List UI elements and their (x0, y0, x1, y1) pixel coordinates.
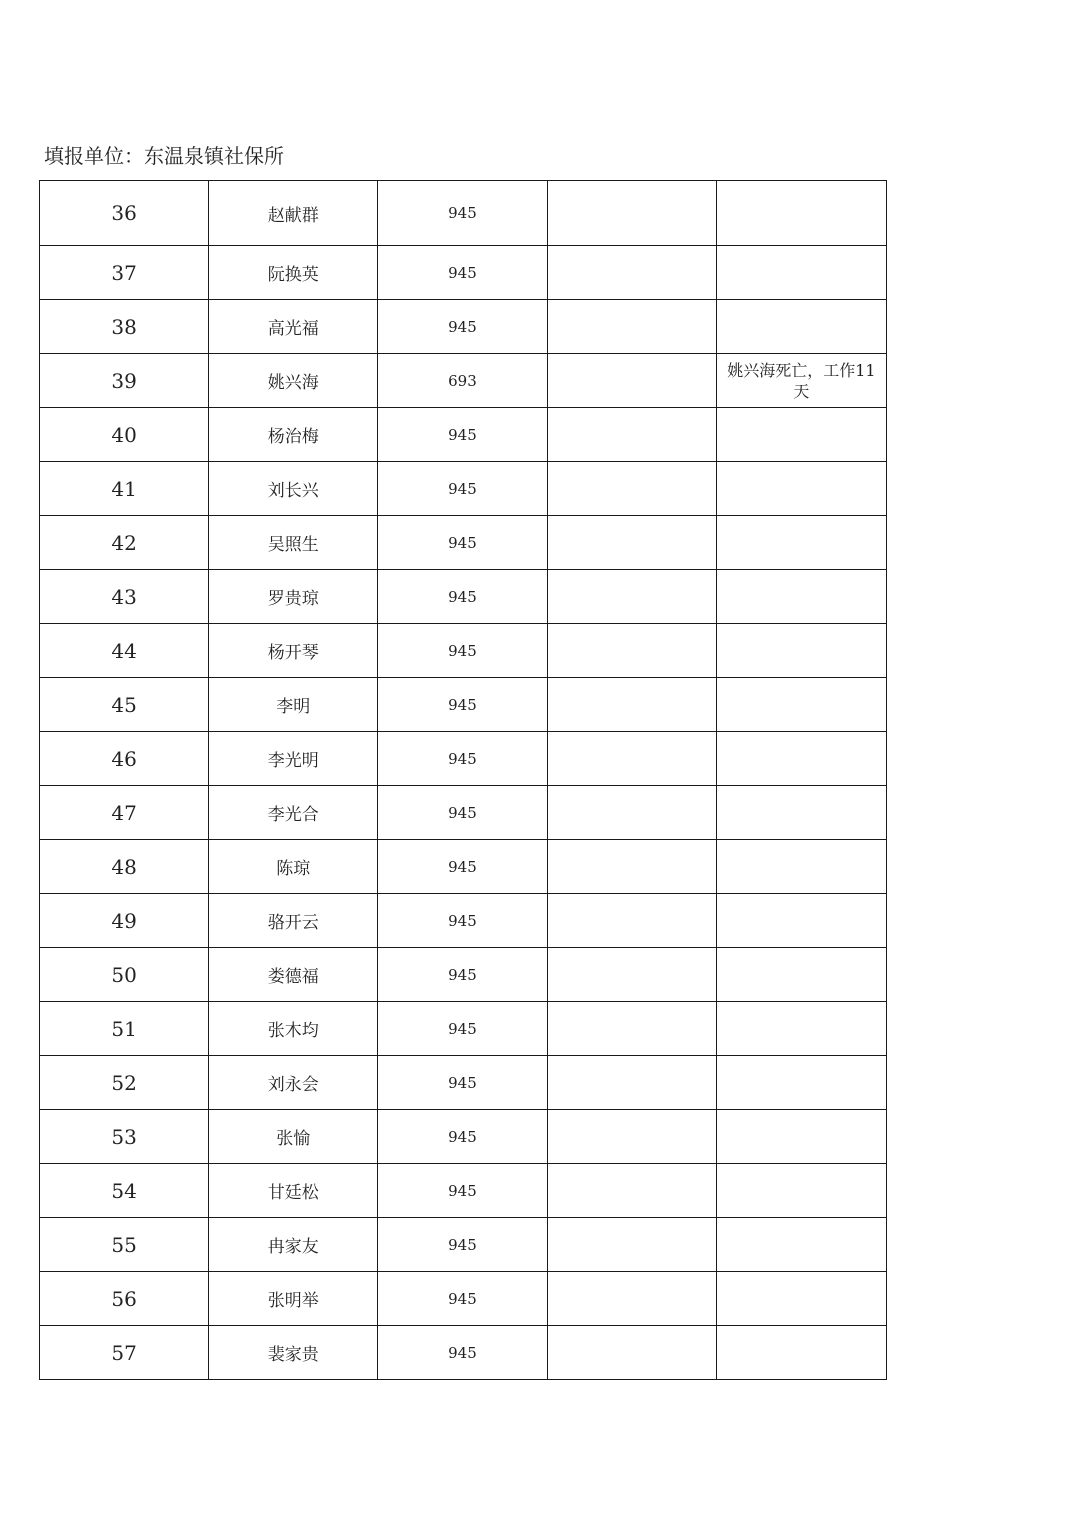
blank-cell (547, 894, 716, 948)
remark-cell (716, 1326, 886, 1380)
remark-cell (716, 948, 886, 1002)
row-number-cell: 51 (40, 1002, 209, 1056)
amount-cell: 945 (378, 181, 547, 246)
roster-table (39, 180, 887, 1380)
name-cell: 张愉 (209, 1110, 378, 1164)
remark-cell (716, 1164, 886, 1218)
row-number-cell: 47 (40, 786, 209, 840)
table-row (40, 786, 887, 840)
blank-cell (547, 570, 716, 624)
blank-cell (547, 246, 716, 300)
remark-cell (716, 894, 886, 948)
table-row (40, 1272, 887, 1326)
remark-cell (716, 840, 886, 894)
remark-cell (716, 1002, 886, 1056)
name-cell: 姚兴海 (209, 354, 378, 408)
row-number-cell: 37 (40, 246, 209, 300)
row-number-cell: 48 (40, 840, 209, 894)
table-row (40, 462, 887, 516)
blank-cell (547, 1002, 716, 1056)
name-cell: 张明举 (209, 1272, 378, 1326)
amount-cell: 945 (378, 1110, 547, 1164)
remark-cell (716, 408, 886, 462)
name-cell: 裴家贵 (209, 1326, 378, 1380)
remark-cell (716, 516, 886, 570)
amount-cell: 945 (378, 678, 547, 732)
row-number-cell: 55 (40, 1218, 209, 1272)
blank-cell (547, 840, 716, 894)
blank-cell (547, 678, 716, 732)
blank-cell (547, 1272, 716, 1326)
amount-cell: 945 (378, 1272, 547, 1326)
row-number-cell: 41 (40, 462, 209, 516)
remark-cell (716, 678, 886, 732)
name-cell: 陈琼 (209, 840, 378, 894)
blank-cell (547, 462, 716, 516)
amount-cell: 945 (378, 1002, 547, 1056)
table-row (40, 624, 887, 678)
roster-table-body (40, 181, 887, 1380)
row-number-cell: 46 (40, 732, 209, 786)
row-number-cell: 57 (40, 1326, 209, 1380)
amount-cell: 945 (378, 462, 547, 516)
remark-cell (716, 570, 886, 624)
amount-cell: 945 (378, 786, 547, 840)
table-row (40, 894, 887, 948)
amount-cell: 945 (378, 894, 547, 948)
name-cell: 骆开云 (209, 894, 378, 948)
remark-cell (716, 732, 886, 786)
amount-cell: 945 (378, 1164, 547, 1218)
table-row (40, 354, 887, 408)
name-cell: 罗贵琼 (209, 570, 378, 624)
row-number-cell: 54 (40, 1164, 209, 1218)
remark-cell (716, 300, 886, 354)
blank-cell (547, 732, 716, 786)
name-cell: 李明 (209, 678, 378, 732)
blank-cell (547, 948, 716, 1002)
row-number-cell: 50 (40, 948, 209, 1002)
name-cell: 杨开琴 (209, 624, 378, 678)
amount-cell: 693 (378, 354, 547, 408)
table-row (40, 516, 887, 570)
amount-cell: 945 (378, 246, 547, 300)
name-cell: 杨治梅 (209, 408, 378, 462)
blank-cell (547, 1164, 716, 1218)
table-row (40, 840, 887, 894)
remark-cell (716, 462, 886, 516)
remark-cell (716, 1110, 886, 1164)
row-number-cell: 52 (40, 1056, 209, 1110)
remark-cell (716, 1272, 886, 1326)
row-number-cell: 36 (40, 181, 209, 246)
amount-cell: 945 (378, 1218, 547, 1272)
amount-cell: 945 (378, 408, 547, 462)
blank-cell (547, 1218, 716, 1272)
row-number-cell: 53 (40, 1110, 209, 1164)
amount-cell: 945 (378, 570, 547, 624)
table-row (40, 678, 887, 732)
blank-cell (547, 786, 716, 840)
name-cell: 吴照生 (209, 516, 378, 570)
remark-cell (716, 1056, 886, 1110)
name-cell: 张木均 (209, 1002, 378, 1056)
table-row (40, 1002, 887, 1056)
table-row (40, 1056, 887, 1110)
name-cell: 刘长兴 (209, 462, 378, 516)
row-number-cell: 38 (40, 300, 209, 354)
blank-cell (547, 1326, 716, 1380)
amount-cell: 945 (378, 516, 547, 570)
row-number-cell: 39 (40, 354, 209, 408)
amount-cell: 945 (378, 300, 547, 354)
name-cell: 李光明 (209, 732, 378, 786)
row-number-cell: 40 (40, 408, 209, 462)
row-number-cell: 56 (40, 1272, 209, 1326)
name-cell: 赵献群 (209, 181, 378, 246)
table-row (40, 732, 887, 786)
row-number-cell: 44 (40, 624, 209, 678)
blank-cell (547, 624, 716, 678)
amount-cell: 945 (378, 840, 547, 894)
blank-cell (547, 516, 716, 570)
blank-cell (547, 1056, 716, 1110)
row-number-cell: 49 (40, 894, 209, 948)
remark-cell (716, 786, 886, 840)
row-number-cell: 45 (40, 678, 209, 732)
blank-cell (547, 1110, 716, 1164)
name-cell: 甘廷松 (209, 1164, 378, 1218)
name-cell: 李光合 (209, 786, 378, 840)
blank-cell (547, 354, 716, 408)
blank-cell (547, 300, 716, 354)
remark-cell: 姚兴海死亡，工作11天 (716, 354, 886, 408)
remark-cell (716, 1218, 886, 1272)
table-row (40, 1218, 887, 1272)
table-row (40, 246, 887, 300)
name-cell: 阮换英 (209, 246, 378, 300)
blank-cell (547, 181, 716, 246)
name-cell: 冉家友 (209, 1218, 378, 1272)
name-cell: 刘永会 (209, 1056, 378, 1110)
table-row (40, 408, 887, 462)
blank-cell (547, 408, 716, 462)
table-row (40, 300, 887, 354)
row-number-cell: 42 (40, 516, 209, 570)
table-row (40, 1164, 887, 1218)
row-number-cell: 43 (40, 570, 209, 624)
amount-cell: 945 (378, 732, 547, 786)
table-row (40, 181, 887, 246)
amount-cell: 945 (378, 1326, 547, 1380)
remark-cell (716, 181, 886, 246)
reporting-unit-label: 填报单位：东温泉镇社保所 (44, 144, 284, 168)
name-cell: 娄德福 (209, 948, 378, 1002)
remark-cell (716, 624, 886, 678)
name-cell: 高光福 (209, 300, 378, 354)
table-row (40, 1326, 887, 1380)
amount-cell: 945 (378, 1056, 547, 1110)
amount-cell: 945 (378, 948, 547, 1002)
table-row (40, 570, 887, 624)
remark-cell (716, 246, 886, 300)
table-row (40, 948, 887, 1002)
amount-cell: 945 (378, 624, 547, 678)
table-row (40, 1110, 887, 1164)
